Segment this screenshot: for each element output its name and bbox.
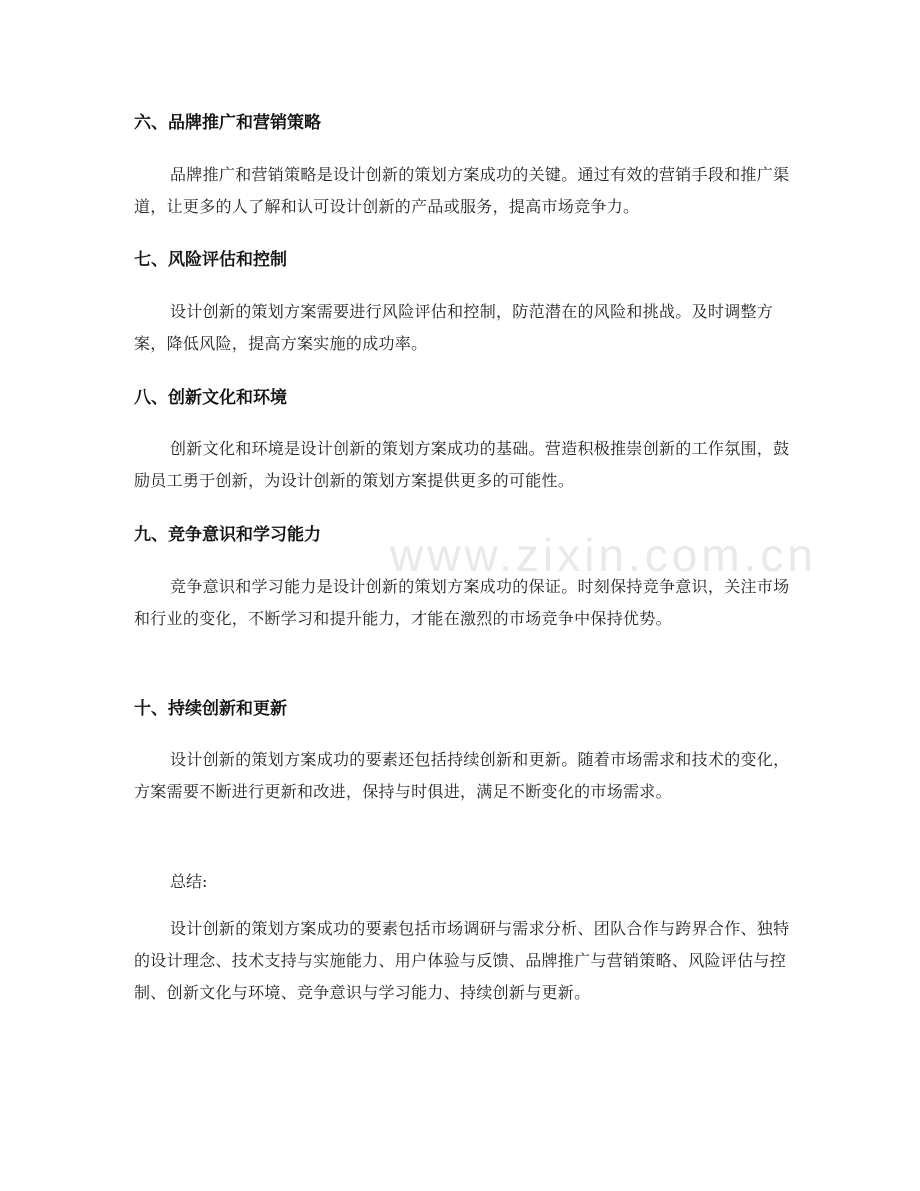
section-heading: 七、风险评估和控制	[134, 250, 287, 270]
section-paragraph: 设计创新的策划方案成功的要素还包括持续创新和更新。随着市场需求和技术的变化，方案需要不断进行更新和改进，保持与时俱进，满足不断变化的市场需求。	[134, 750, 790, 801]
section-6-body	[134, 159, 794, 223]
summary-body	[134, 913, 794, 1009]
section-heading: 十、持续创新和更新	[134, 699, 287, 719]
section-paragraph: 设计创新的策划方案需要进行风险评估和控制，防范潜在的风险和挑战。及时调整方案，降低风险，提高方案实施的成功率。	[134, 302, 774, 353]
section-9-body	[134, 571, 794, 635]
section-9	[134, 523, 794, 547]
section-8	[134, 386, 794, 410]
summary-label: 总结:	[170, 872, 208, 891]
summary-label-block	[134, 870, 794, 894]
summary-paragraph: 设计创新的策划方案成功的要素包括市场调研与需求分析、团队合作与跨界合作、独特的设计理念、技术支持与实施能力、用户体验与反馈、品牌推广与营销策略、风险评估与控制、创新文化与环境、竞争意识与学习能力、持续创新与更新。	[134, 919, 790, 1002]
section-10-body	[134, 744, 794, 808]
section-paragraph: 竞争意识和学习能力是设计创新的策划方案成功的保证。时刻保持竞争意识，关注市场和行业的变化，不断学习和提升能力，才能在激烈的市场竞争中保持优势。	[134, 577, 790, 628]
section-heading: 八、创新文化和环境	[134, 388, 287, 408]
section-heading: 六、品牌推广和营销策略	[134, 113, 321, 133]
section-7-body	[134, 296, 794, 360]
section-paragraph: 创新文化和环境是设计创新的策划方案成功的基础。营造积极推崇创新的工作氛围，鼓励员工勇于创新，为设计创新的策划方案提供更多的可能性。	[134, 439, 790, 490]
section-10	[134, 697, 794, 721]
watermark: www.zixin.com.cn	[390, 529, 817, 581]
section-8-body	[134, 433, 794, 497]
section-paragraph: 品牌推广和营销策略是设计创新的策划方案成功的关键。通过有效的营销手段和推广渠道，让更多的人了解和认可设计创新的产品或服务，提高市场竞争力。	[134, 165, 790, 216]
section-6	[134, 111, 794, 135]
section-7	[134, 248, 794, 272]
section-heading: 九、竞争意识和学习能力	[134, 525, 321, 545]
